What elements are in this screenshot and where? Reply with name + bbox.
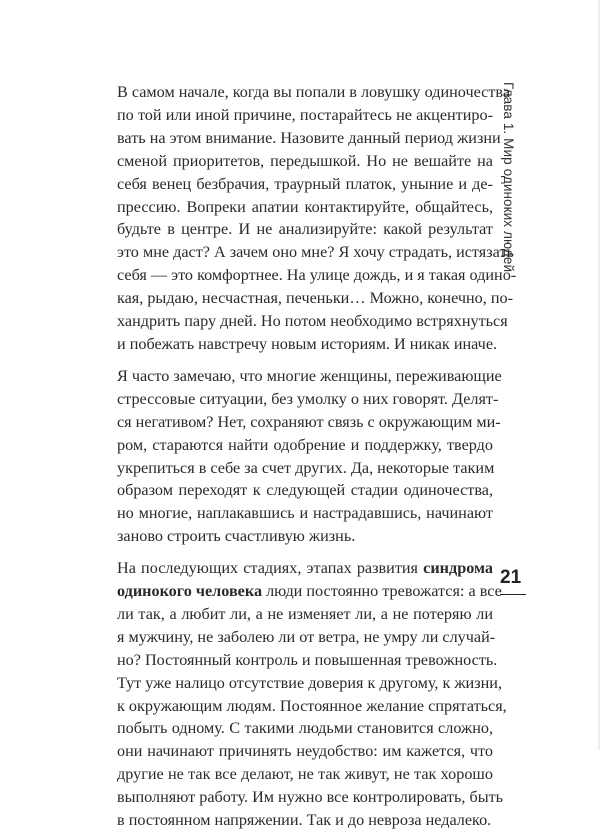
text-line: я мужчину, не заболею ли от ветра, не умру ли случай- bbox=[117, 627, 496, 646]
text-line: Тут уже налицо отсутствие доверия к другому, к жизни, bbox=[117, 673, 502, 692]
text-run: На последующих стадиях, этапах развития bbox=[117, 559, 424, 578]
page-number-rule bbox=[500, 594, 526, 595]
text-line: по той или иной причине, постарайтесь не акцентиро- bbox=[117, 105, 493, 124]
text-line: образом переходят к следующей стадии одиночества, bbox=[117, 481, 493, 500]
text-line: вать на этом внимание. Назовите данный период жизни bbox=[117, 128, 501, 147]
text-line: заново строить счастливую жизнь. bbox=[117, 527, 356, 546]
text-line: ся негативом? Нет, сохраняют связь с окружающим ми- bbox=[117, 412, 501, 431]
text-line: ли так, а любит ли, а не изменяет ли, а не потеряю ли bbox=[117, 604, 493, 623]
text-line: но многие, наплакавшись и настрадавшись, начинают bbox=[117, 504, 493, 523]
paragraph-2 bbox=[117, 365, 502, 548]
paragraph-3 bbox=[117, 557, 507, 832]
text-line: сменой приоритетов, передышкой. Но не вешайте на bbox=[117, 151, 493, 170]
text-line: стрессовые ситуации, без умолку о них говорят. Делят- bbox=[117, 389, 499, 408]
text-line: будьте в центре. И не анализируйте: какой результат bbox=[117, 220, 493, 239]
text-line: ром, стараются найти одобрение и поддержку, твердо bbox=[117, 435, 493, 454]
text-line: прессию. Вопреки апатии контактируйте, общайтесь, bbox=[117, 197, 493, 216]
text-line: они начинают причинять неудобство: им кажется, что bbox=[117, 742, 493, 761]
emphasis-term: одинокого человека bbox=[117, 582, 263, 601]
text-line: укрепиться в себе за счет других. Да, некоторые таким bbox=[117, 458, 495, 477]
text-line: хандрить пару дней. Но потом необходимо встряхнуться bbox=[117, 312, 508, 331]
text-line bbox=[117, 580, 502, 603]
running-head: Глава 1. Мир одиноких людей bbox=[501, 82, 516, 273]
text-line: но? Постоянный контроль и повышенная тревожность. bbox=[117, 650, 498, 669]
text-line bbox=[117, 557, 493, 580]
text-line: в постоянном напряжении. Так и до невроза недалеко. bbox=[117, 811, 492, 830]
text-line: кая, рыдаю, несчастная, печеньки… Можно, конечно, по- bbox=[117, 289, 514, 308]
text-line: себя — это комфортнее. На улице дождь, и я такая одино- bbox=[117, 266, 517, 285]
text-line: это мне даст? А зачем оно мне? Я хочу страдать, истязать bbox=[117, 243, 514, 262]
text-line: себя венец безбрачия, траурный платок, уныние и де- bbox=[117, 174, 493, 193]
page-number: 21 bbox=[500, 567, 522, 588]
text-line: и побежать навстречу новым историям. И никак иначе. bbox=[117, 334, 498, 353]
text-run: люди постоянно тревожатся: а все bbox=[262, 582, 502, 601]
text-line: Я часто замечаю, что многие женщины, переживающие bbox=[117, 366, 502, 385]
text-line: побыть одному. С такими людьми становится сложно, bbox=[117, 719, 493, 738]
emphasis-term: синдрома bbox=[423, 559, 493, 578]
text-line: другие не так все делают, не так живут, не так хорошо bbox=[117, 765, 493, 784]
text-line: к окружающим людям. Постоянное желание спрятаться, bbox=[117, 696, 507, 715]
text-line: выполняют работу. Им нужно все контролировать, быть bbox=[117, 788, 504, 807]
text-line: В самом начале, когда вы попали в ловушку одиночества bbox=[117, 83, 511, 101]
